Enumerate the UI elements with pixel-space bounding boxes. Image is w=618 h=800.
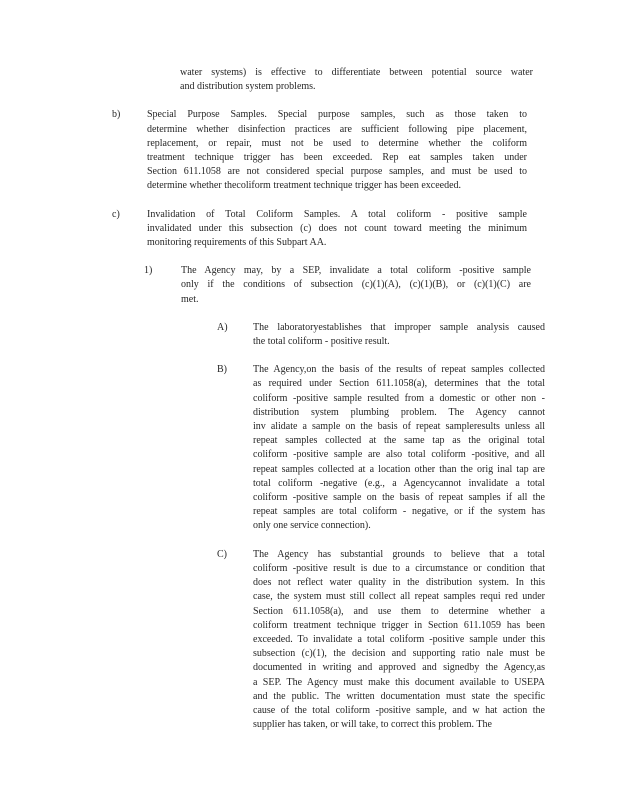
paragraph-b xyxy=(112,108,527,193)
text-line: Special Purpose Samples. Special purpose samples, such as those taken to xyxy=(147,109,527,121)
text-line: only if the conditions of subsection (c)(1)(A), (c)(1)(B), or (c)(1)(C) are xyxy=(181,279,531,291)
paragraph-1 xyxy=(144,264,531,307)
text-line: The Agency has substantial grounds to believe that a total xyxy=(253,548,545,560)
text-line: determine whether thecoliform treatment technique trigger has been exceeded. xyxy=(147,180,462,192)
paragraph-label: c) xyxy=(112,208,120,220)
text-line: coliform -positive sample resulted from a domestic or other non - xyxy=(253,392,545,404)
text-line: coliform -positive sample on the basis of repeat samples if all the xyxy=(253,492,545,504)
text-line: and the public. The written documentation must state the specific xyxy=(253,690,545,702)
text-line: water systems) is effective to differentiate between potential source water xyxy=(180,67,533,78)
text-line: cause of the total coliform -positive sample, and w hat action the xyxy=(253,704,545,716)
text-line: only one service connection). xyxy=(253,520,371,532)
paragraph-a xyxy=(217,321,545,349)
paragraph-label: b) xyxy=(112,109,121,121)
text-line: coliform -positive sample are also total coliform -positive, and all xyxy=(253,449,545,461)
paragraph-c xyxy=(217,548,545,733)
text-line: subsection (c)(1), the decision and supporting ratio nale must be xyxy=(253,648,545,660)
text-line: does not reflect water quality in the distribution system. In this xyxy=(253,577,545,589)
paragraph-label: B) xyxy=(217,364,227,376)
paragraph-label: C) xyxy=(217,548,227,560)
text-line: repeat samples collected at the same tap as the original total xyxy=(253,435,545,447)
text-line: and distribution system problems. xyxy=(180,81,316,93)
text-line: as required under Section 611.1058(a), determines that the total xyxy=(253,378,545,390)
text-line: documented in writing and approved and signedby the Agency,as xyxy=(253,662,545,674)
paragraph-label: 1) xyxy=(144,265,153,277)
text-line: total coliform -negative (e.g., a Agencycannot invalidate a total xyxy=(253,477,545,489)
text-line: repeat samples are total coliform - negative, or if the system has xyxy=(253,506,545,518)
paragraph-label: A) xyxy=(217,321,228,333)
text-line: exceeded. To invalidate a total coliform -positive sample under this xyxy=(253,633,545,645)
text-line: Invalidation of Total Coliform Samples. A total coliform - positive sample xyxy=(147,208,527,220)
text-line: case, the system must still collect all repeat samples requi red under xyxy=(253,591,545,603)
text-line: repeat samples collected at a location other than the orig inal tap are xyxy=(253,463,545,475)
paragraph-b xyxy=(217,363,545,533)
paragraph-c xyxy=(112,208,527,251)
text-line: inv alidate a sample on the basis of repeat sampleresults unless all xyxy=(253,421,545,433)
text-line: The Agency,on the basis of the results of repeat samples collected xyxy=(253,364,545,376)
text-line: supplier has taken, or will take, to correct this problem. The xyxy=(253,719,492,731)
text-line: Section 611.1058 are not considered special purpose samples, and must be used to xyxy=(147,166,527,178)
text-line: coliform -positive result is due to a circumstance or condition that xyxy=(253,562,545,574)
paragraph-continuation xyxy=(180,66,533,94)
text-line: distribution system plumbing problem. The Agency cannot xyxy=(253,406,545,418)
text-line: coliform treatment technique trigger in Section 611.1059 has been xyxy=(253,619,545,631)
text-line: The Agency may, by a SEP, invalidate a total coliform -positive sample xyxy=(181,265,531,277)
text-line: Section 611.1058(a), and use them to determine whether a xyxy=(253,605,545,617)
text-line: determine whether disinfection practices are sufficient following pipe placement, xyxy=(147,123,527,135)
text-line: monitoring requirements of this Subpart AA. xyxy=(147,237,327,249)
text-line: replacement, or repair, must not be used to determine whether the coliform xyxy=(147,137,527,149)
text-line: met. xyxy=(181,293,199,305)
text-line: the total coliform - positive result. xyxy=(253,336,390,348)
text-line: treatment technique trigger has been exceeded. Rep eat samples taken under xyxy=(147,152,527,164)
text-line: a SEP. The Agency must make this document available to USEPA xyxy=(253,676,545,688)
text-line: invalidated under this subsection (c) does not count toward meeting the minimum xyxy=(147,222,527,234)
text-line: The laboratoryestablishes that improper sample analysis caused xyxy=(253,321,545,333)
